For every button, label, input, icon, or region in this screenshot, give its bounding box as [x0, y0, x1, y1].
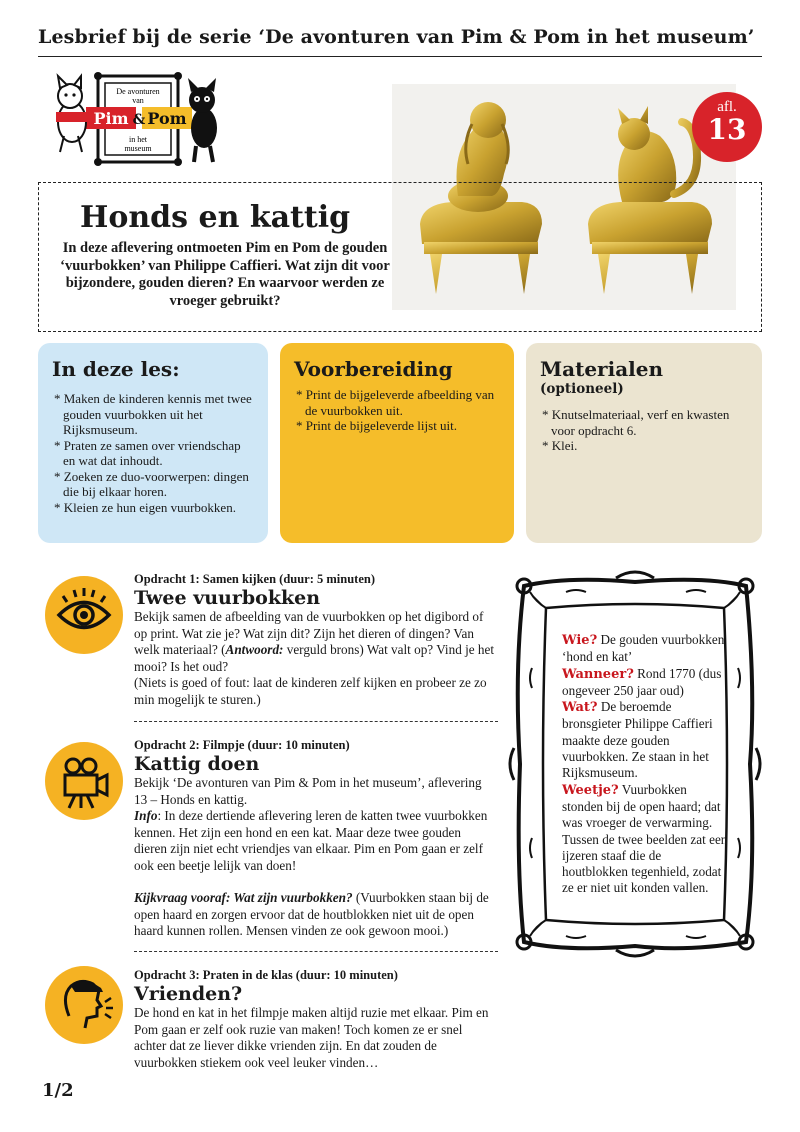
eye-icon: [45, 576, 123, 654]
document-title: Lesbrief bij de serie ‘De avonturen van Pim & Pom in het museum’: [38, 26, 755, 48]
fact-wie: Wie? De gouden vuurbokken ‘hond en kat’: [562, 632, 725, 665]
logo-amp: &: [132, 112, 146, 128]
card-les-title: In deze les:: [52, 357, 180, 381]
opdracht2-section: [134, 738, 494, 940]
talking-head-icon: [45, 966, 123, 1044]
white-cat-icon: [56, 76, 88, 152]
film-camera-icon: [45, 742, 123, 820]
opdracht3-section: [134, 968, 494, 1071]
opdracht3-label: Opdracht 3: Praten in de klas (duur: 10 minuten): [134, 968, 398, 982]
card-voorbereiding-title: Voorbereiding: [294, 357, 453, 381]
black-cat-icon: [188, 78, 217, 162]
opdracht1-section: [134, 572, 494, 708]
episode-number: 13: [707, 113, 747, 146]
logo-line2: van: [132, 96, 144, 105]
logo-line4: museum: [124, 144, 152, 153]
list-item: * Praten ze samen over vriendschap en wat dat inhoudt.: [54, 437, 241, 468]
list-item: * Klei.: [542, 438, 578, 453]
episode-badge: [692, 92, 762, 162]
fact-wanneer: Wanneer? Rond 1770 (dus ongeveer 250 jaar oud): [562, 665, 722, 698]
opdracht2-info: Info: In deze dertiende aflevering leren de katten twee vuurbokken kennen. Het zijn een hond en een kat. Maar deze twee gouden dieren zijn niet echt vriendjes van elkaar. Pim en Pom gaan er zelf ook een beetje lelijk van doen!: [134, 808, 488, 873]
page-number: 1/2: [42, 1080, 74, 1101]
list-item: * Knutselmateriaal, verf en kwasten voor opdracht 6.: [542, 407, 730, 438]
opdracht3-title: Vrienden?: [134, 983, 243, 1005]
opdracht1-title: Twee vuurbokken: [134, 587, 321, 609]
opdracht2-kijkvraag: Kijkvraag vooraf: Wat zijn vuurbokken? (Vuurbokken staan bij de open haard en zorgen ervoor dat de houtblokken niet uit de open haard kunnen rollen. Mensen vinden ze ook gewoon mooi.): [134, 890, 489, 938]
opdracht2-text: Bekijk ‘De avonturen van Pim & Pom in het museum’, aflevering 13 – Honds en kattig.: [134, 775, 482, 807]
card-materialen-subtitle: (optioneel): [540, 381, 624, 397]
opdracht1-text: Bekijk samen de afbeelding van de vuurbokken op het digibord of op print. Wat zie je? Wat zijn dit? Zijn het dieren of dingen? Van welk materiaal? (Antwoord: verguld brons) Wat valt op? Vind je het mooi? Is het oud?: [134, 609, 495, 674]
fact-wat: Wat? De beroemde bronsgieter Philippe Caffieri maakte deze gouden vuurbokken. Ze staan in het Rijksmuseum.: [562, 699, 713, 781]
pim-pom-logo: [50, 72, 222, 168]
opdracht3-text: De hond en kat in het filmpje maken altijd ruzie met elkaar. Pim en Pom gaan er zelf ook ruzie van maken! Toch komen ze er snel achter dat ze liever dikke vrienden zijn. En dat zouden de vuurbokken stiekem ook veel leuker vinden…: [134, 1005, 489, 1070]
list-item: * Kleien ze hun eigen vuurbokken.: [54, 499, 236, 515]
card-in-deze-les: [38, 343, 268, 543]
opdracht2-title: Kattig doen: [134, 753, 260, 775]
opdracht1-label: Opdracht 1: Samen kijken (duur: 5 minuten): [134, 572, 375, 586]
title-divider: [38, 56, 762, 57]
lesson-title: Honds en kattig: [80, 200, 351, 235]
list-item: * Maken de kinderen kennis met twee gouden vuurbokken uit het Rijksmuseum.: [54, 391, 252, 437]
opdracht1-note: (Niets is goed of fout: laat de kinderen zelf kijken en probeer ze zo min mogelijk te sturen.): [134, 675, 487, 707]
logo-line1: De avonturen: [116, 87, 160, 96]
logo-pom: Pom: [147, 109, 187, 128]
opdracht2-icon-circle: [45, 742, 123, 820]
episode-prefix: afl.: [717, 99, 737, 115]
section-divider: [134, 951, 498, 952]
list-item: * Print de bijgeleverde lijst uit.: [296, 418, 458, 433]
card-voorbereiding: [280, 343, 514, 543]
card-materialen-title: Materialen: [540, 357, 664, 381]
logo-pim: Pim: [93, 109, 129, 128]
list-item: * Print de bijgeleverde afbeelding van de vuurbokken uit.: [296, 387, 495, 418]
opdracht3-icon-circle: [45, 966, 123, 1044]
opdracht2-label: Opdracht 2: Filmpje (duur: 10 minuten): [134, 738, 350, 752]
logo-line3: in het: [129, 135, 147, 144]
frame-facts: [562, 632, 730, 897]
card-materialen: [526, 343, 762, 543]
list-item: * Zoeken ze duo-voorwerpen: dingen die bij elkaar horen.: [54, 468, 249, 499]
fact-weetje: Weetje? Vuurbokken stonden bij de open haard; dat was vroeger de verwarming. Tussen de twee beelden zat een ijzeren staaf die de houtblokken tegenhield, zodat ze er niet uit konden vallen.: [562, 781, 728, 896]
intro-text: In deze aflevering ontmoeten Pim en Pom de gouden ‘vuurbokken’ van Philippe Caffieri. Wat zijn dit voor bijzondere, gouden dieren? En waarvoor werden ze vroeger gebruikt?: [60, 240, 390, 309]
section-divider: [134, 721, 498, 722]
opdracht1-icon-circle: [45, 576, 123, 654]
